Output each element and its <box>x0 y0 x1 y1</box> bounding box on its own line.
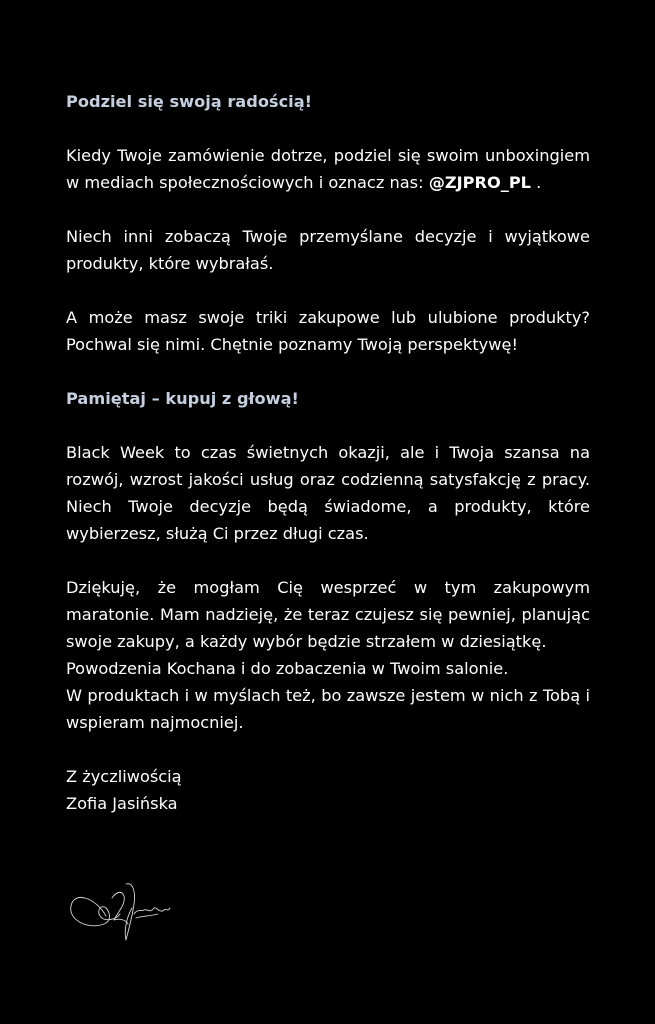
spacer <box>66 196 590 223</box>
paragraph-unboxing <box>66 142 590 196</box>
signature-loop-stroke <box>125 884 134 940</box>
paragraph-tricks: A może masz swoje triki zakupowe lub ulubione produkty? Pochwal się nimi. Chętnie poznamy Twoją perspektywę! <box>66 308 590 354</box>
paragraph-black-week: Black Week to czas świetnych okazji, ale i Twoja szansa na rozwój, wzrost jakości usług oraz codzienną satysfakcję z pracy. Niech Twoje decyzje będą świadome, a produkty, które wybierzesz, służą Ci przez długi czas. <box>66 443 590 543</box>
spacer <box>66 115 590 142</box>
signature-script-stroke <box>134 908 170 914</box>
spacer <box>66 412 590 439</box>
instagram-handle: @ZJPRO_PL <box>428 173 531 192</box>
paragraph-inspire: Niech inni zobaczą Twoje przemyślane decyzje i wyjątkowe produkty, które wybrałaś. <box>66 227 590 273</box>
paragraph-unboxing-end: . <box>531 173 542 192</box>
paragraph-support: W produktach i w myślach też, bo zawsze jestem w nich z Tobą i wspieram najmocniej. <box>66 686 590 732</box>
spacer <box>66 736 590 763</box>
heading-remember: Pamiętaj – kupuj z głową! <box>66 389 299 408</box>
spacer <box>66 277 590 304</box>
paragraph-good-luck: Powodzenia Kochana i do zobaczenia w Twoim salonie. <box>66 659 509 678</box>
sender-name: Zofia Jasińska <box>66 794 178 813</box>
handwritten-signature <box>66 878 176 944</box>
signature-flourish-stroke <box>136 914 158 918</box>
spacer <box>66 358 590 385</box>
closing-line: Z życzliwością <box>66 767 182 786</box>
paragraph-unboxing-text: Kiedy Twoje zamówienie dotrze, podziel się swoim unboxingiem w mediach społecznościowych i oznacz nas: <box>66 146 590 192</box>
signature-z-stroke <box>112 892 128 924</box>
signature-heart-stroke <box>71 897 120 925</box>
spacer <box>66 547 590 574</box>
heading-share: Podziel się swoją radością! <box>66 92 313 111</box>
letter-body <box>66 88 590 817</box>
paragraph-thanks: Dziękuję, że mogłam Cię wesprzeć w tym zakupowym maratonie. Mam nadzieję, że teraz czujesz się pewniej, planując swoje zakupy, a każdy wybór będzie strzałem w dziesiątkę. <box>66 578 590 651</box>
